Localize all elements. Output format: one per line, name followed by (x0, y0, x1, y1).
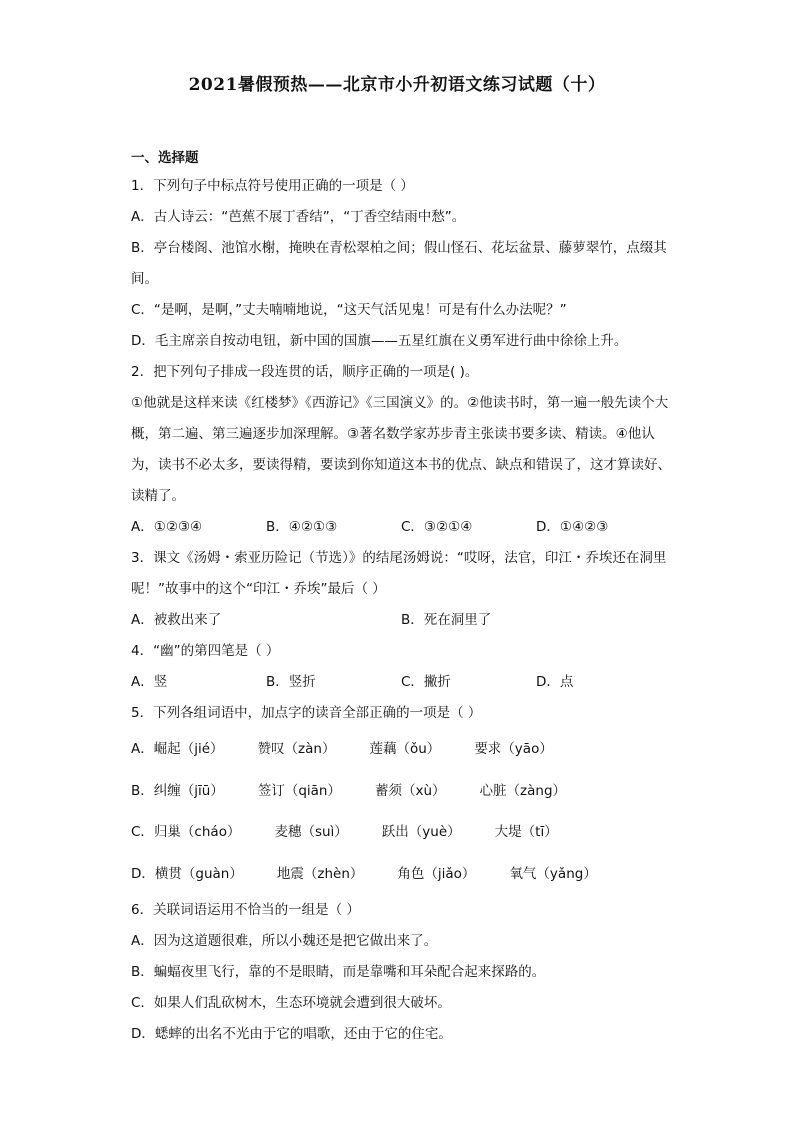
pinyin-word: 大堤（tī） (494, 824, 558, 840)
pinyin-word: 氧气（yǎng） (509, 865, 597, 882)
question-5-option-b (131, 771, 671, 813)
section-heading: 一、选择题 (131, 150, 199, 166)
pinyin-word: 莲藕（ǒu） (369, 741, 441, 757)
question-1-stem: 1．下列句子中标点符号使用正确的一项是（ ） (131, 178, 414, 194)
question-2-stem: 2．把下列句子排成一段连贯的话，顺序正确的一项是( )。 (131, 364, 479, 380)
question-2-option-b: B．④②①③ (266, 519, 338, 535)
question-3-options (131, 605, 671, 636)
page-title: 2021暑假预热——北京市小升初语文练习试题（十） (188, 75, 606, 95)
option-letter: D． (131, 865, 155, 882)
question-3-stem: 3．课文《汤姆・索亚历险记（节选）》的结尾汤姆说：“哎呀，法官，印江・乔埃还在洞里呢！”故事中的这个“印江・乔埃”最后（ ） (131, 550, 667, 597)
pinyin-word: 麦穗（suì） (274, 824, 348, 840)
question-6-option-c: C．如果人们乱砍树木，生态环境就会遭到很大破坏。 (131, 995, 451, 1011)
pinyin-word: 归巢（cháo） (153, 824, 241, 840)
question-2-option-d: D．①④②③ (536, 519, 609, 535)
pinyin-word: 跃出（yuè） (381, 824, 461, 840)
question-4-option-c: C．撇折 (401, 674, 451, 690)
question-1-option-c: C．“是啊，是啊，”丈夫喃喃地说，“这天气活见鬼！可是有什么办法呢？” (131, 302, 567, 318)
question-4-options (131, 667, 671, 698)
pinyin-word: 崛起（jié） (153, 741, 224, 757)
option-letter: A． (131, 741, 154, 757)
question-6-option-b: B．蝙蝠夜里飞行，靠的不是眼睛，而是靠嘴和耳朵配合起来探路的。 (131, 964, 546, 980)
pinyin-word: 心脏（zàng） (479, 782, 567, 799)
question-4-option-a: A．竖 (131, 674, 168, 690)
pinyin-word: 纠缠（jīū） (153, 782, 224, 799)
option-letter: C． (131, 824, 154, 840)
question-5-option-c (131, 812, 671, 854)
question-4-option-d: D．点 (536, 674, 574, 690)
question-5-option-a (131, 729, 671, 771)
question-3-option-a: A．被救出来了 (131, 612, 222, 628)
pinyin-word: 签订（qiān） (257, 782, 341, 799)
question-2-passage: ①他就是这样来读《红楼梦》《西游记》《三国演义》的。②他读书时，第一遍一般先读个大概，第二遍、第三遍逐步加深理解。③著名数学家苏步青主张读书要多读、精读。④他认为，读书不必太多，要读得精，要读到你知道这本书的优点、缺点和错误了，这才算读好、读精了。 (131, 395, 671, 504)
pinyin-word: 地震（zhèn） (276, 865, 364, 882)
question-5-stem: 5．下列各组词语中，加点字的读音全部正确的一项是（ ） (131, 705, 482, 721)
question-1-option-b: B．亭台楼阁、池馆水榭，掩映在青松翠柏之间；假山怪石、花坛盆景、藤萝翠竹，点缀其间。 (131, 240, 667, 287)
pinyin-word: 蓄须（xù） (374, 782, 446, 799)
question-2-options (131, 512, 671, 543)
pinyin-word: 横贯（guàn） (154, 865, 243, 882)
pinyin-word: 要求（yāo） (474, 741, 553, 757)
question-6-stem: 6．关联词语运用不恰当的一组是（ ） (131, 902, 360, 918)
question-4-option-b: B．竖折 (266, 674, 316, 690)
question-5-option-d (131, 854, 671, 896)
question-1-option-d: D．毛主席亲自按动电钮，新中国的国旗——五星红旗在义勇军进行曲中徐徐上升。 (131, 333, 628, 349)
pinyin-word: 赞叹（zàn） (257, 741, 336, 757)
question-6-option-d: D．蟋蟀的出名不光由于它的唱歌，还由于它的住宅。 (131, 1026, 452, 1042)
pinyin-word: 角色（jiǎo） (397, 865, 476, 882)
question-2-option-c: C．③②①④ (401, 519, 473, 535)
question-4-stem: 4．“幽”的第四笔是（ ） (131, 643, 280, 659)
question-6-option-a: A．因为这道题很难，所以小魏还是把它做出来了。 (131, 933, 438, 949)
question-2-option-a: A．①②③④ (131, 519, 203, 535)
question-3-option-b: B．死在洞里了 (401, 612, 492, 628)
question-1-option-a: A．古人诗云：“芭蕉不展丁香结”，“丁香空结雨中愁”。 (131, 209, 466, 225)
option-letter: B． (131, 782, 154, 799)
question-list (131, 171, 671, 1050)
